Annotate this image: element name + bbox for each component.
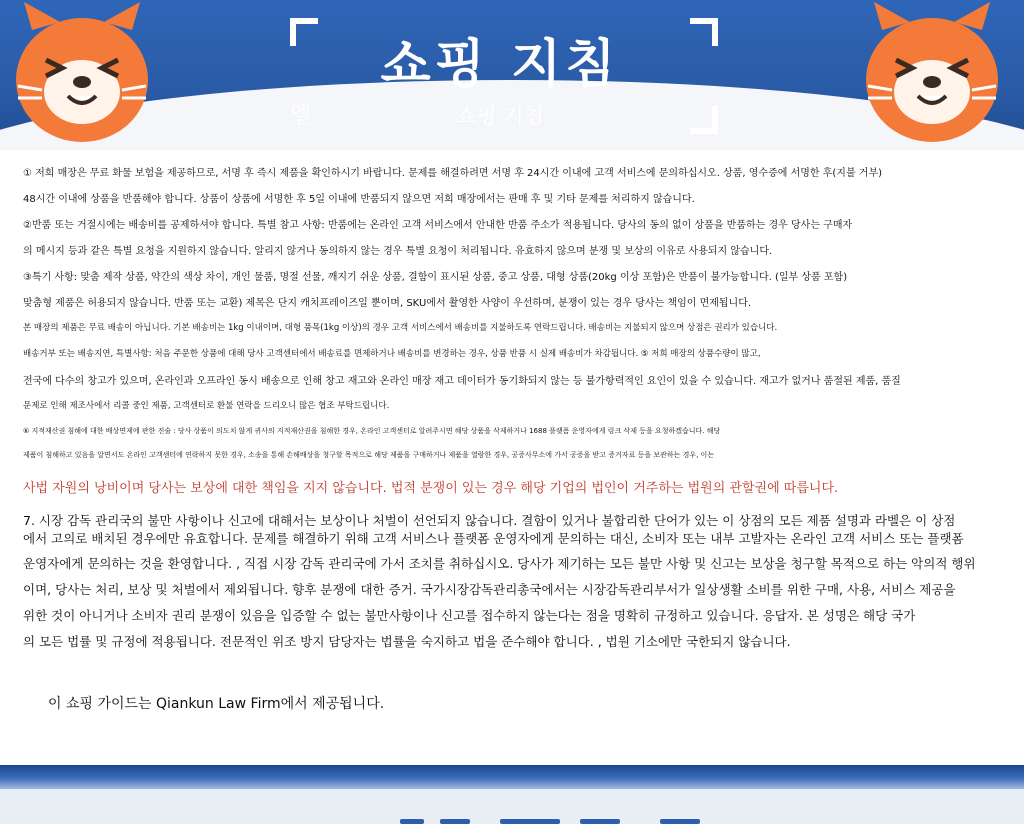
page-title: 쇼핑 지침	[380, 35, 620, 95]
guide-line: 맞춤형 제품은 허용되지 않습니다. 반품 또는 교환) 제목은 단지 캐치프레이즈일 뿐이며, SKU에서 촬영한 사양이 우선하며, 분쟁이 있는 경우 당사는 책임이 면제됩니다.	[23, 298, 752, 309]
footer-note: 이 쇼핑 가이드는 Qiankun Law Firm에서 제공됩니다.	[48, 696, 385, 712]
guide-line: 48시간 이내에 상품을 반품해야 합니다. 상품이 상품에 서명한 후 5일 이내에 반품되지 않으면 저희 매장에서는 판매 후 및 기타 문제를 처리하지 않습니다.	[23, 194, 695, 205]
guide-line: 운영자에게 문의하는 것을 환영합니다. , 직접 시장 감독 관리국에 가서 조치를 취하십시오. 당사가 제기하는 모든 불만 사항 및 신고는 보상을 청구할 목적으로 하는 악의적 행위	[23, 556, 976, 571]
page-subtitle: 쇼핑 지침	[456, 104, 544, 128]
header-banner	[0, 0, 1024, 150]
guide-line: 이며, 당사는 처리, 보상 및 처벌에서 제외됩니다. 향후 분쟁에 대한 증거. 국가시장감독관리총국에서는 시장감독관리부서가 일상생활 소비를 위한 구매, 사용, 서비스 제공을	[23, 582, 956, 597]
guide-line: 7. 시장 감독 관리국의 불만 사항이나 신고에 대해서는 보상이나 처벌이 선언되지 않습니다. 결함이 있거나 불합리한 단어가 있는 이 상점의 모든 제품 설명과 라벨은 이 상점	[23, 513, 956, 528]
guide-line: 본 매장의 제품은 무료 배송이 아닙니다. 기본 배송비는 1kg 이내이며, 대형 품목(1kg 이상)의 경우 고객 서비스에서 배송비를 지불하도록 연락드립니다. 배송비는 지불되지 않으며 상점은 권리가 있습니다.	[23, 323, 778, 333]
guide-line: 전국에 다수의 창고가 있으며, 온라인과 오프라인 동시 배송으로 인해 창고 재고와 온라인 매장 재고 데이터가 동기화되지 않는 등 불가항력적인 요인이 있을 수 있습니다. 재고가 없거나 품절된 제품, 품질	[23, 376, 901, 387]
guide-line-red: 사법 자원의 낭비이며 당사는 보상에 대한 책임을 지지 않습니다. 법적 분쟁이 있는 경우 해당 기업의 법인이 거주하는 법원의 관할권에 따릅니다.	[23, 481, 839, 496]
guide-line: 배송거부 또는 배송지연, 특별사항: 처음 주문한 상품에 대해 당사 고객센터에서 배송료를 면제하거나 배송비를 변경하는 경우, 상품 반품 시 실제 배송비가 차감됩니다. ⑤ 저희 매장의 상품수량이 많고,	[23, 349, 761, 359]
guide-line: 에서 고의로 배치된 경우에만 유효합니다. 문제를 해결하기 위해 고객 서비스나 플랫폼 운영자에게 문의하는 대신, 소비자 또는 내부 고발자는 온라인 고객 서비스 또는 플랫폼	[23, 531, 964, 546]
guide-line: 문제로 인해 제조사에서 리콜 중인 제품, 고객센터로 환불 연락을 드리오니 많은 협조 부탁드립니다.	[23, 401, 390, 411]
decorative-stub	[400, 819, 424, 824]
guide-line: ⑥ 지적재산권 침해에 대한 배상면제에 관한 진술 : 당사 상품이 의도치 않게 귀사의 지적재산권을 침해한 경우, 온라인 고객센터로 알려주시면 해당 상품을 삭제하거나 1688 플랫폼 운영자에게 링크 삭제 등을 요청하겠습니다. 해당	[23, 427, 721, 435]
header-side-char: 엘	[290, 103, 312, 128]
guide-line: 의 메시지 등과 같은 특별 요청을 지원하지 않습니다. 알리지 않거나 동의하지 않는 경우 특별 요청이 처리됩니다. 유효하지 않으며 분쟁 및 보상의 이유로 사용되지 않습니다.	[23, 246, 773, 257]
guide-line: ②반품 또는 거절시에는 배송비를 공제하셔야 합니다. 특별 참고 사항: 반품에는 온라인 고객 서비스에서 안내한 반품 주소가 적용됩니다. 당사의 동의 없이 상품을 반품하는 경우 당사는 구매자	[23, 220, 853, 231]
decorative-stub	[440, 819, 470, 824]
guide-content	[0, 150, 1024, 765]
decorative-stub	[500, 819, 560, 824]
cat-mascot-icon	[12, 0, 152, 148]
guide-line: 의 모든 법률 및 규정에 적용됩니다. 전문적인 위조 방지 담당자는 법률을 숙지하고 법을 준수해야 합니다. , 법원 기소에만 국한되지 않습니다.	[23, 634, 791, 649]
footer-bottom	[0, 789, 1024, 824]
guide-line: ① 저희 매장은 무료 화물 보험을 제공하므로, 서명 후 즉시 제품을 확인하시기 바랍니다. 문제를 해결하려면 서명 후 24시간 이내에 고객 서비스에 문의하십시오. 상품, 영수증에 서명한 후(지불 거부)	[23, 168, 883, 179]
footer-band	[0, 765, 1024, 789]
guide-line: 제품이 침해하고 있음을 알면서도 온라인 고객센터에 연락하지 못한 경우, 소송을 통해 손해배상을 청구할 목적으로 해당 제품을 구매하거나 제품을 열람한 경우, 공증사무소에 가서 공증을 받고 증거자료 등을 보관하는 경우, 이는	[23, 451, 715, 459]
guide-line: 위한 것이 아니거나 소비자 권리 분쟁이 있음을 입증할 수 없는 불만사항이나 신고를 접수하지 않는다는 점을 명확히 규정하고 있습니다. 응답자. 본 성명은 해당 국가	[23, 608, 916, 623]
cat-mascot-icon	[862, 0, 1002, 148]
decorative-stub	[660, 819, 700, 824]
guide-line: ③특기 사항: 맞춤 제작 상품, 약간의 색상 차이, 개인 물품, 명절 선물, 깨지기 쉬운 상품, 결함이 표시된 상품, 중고 상품, 대형 상품(20kg 이상 포함)은 반품이 불가능합니다. (일부 상품 포함)	[23, 272, 848, 283]
decorative-stub	[580, 819, 620, 824]
